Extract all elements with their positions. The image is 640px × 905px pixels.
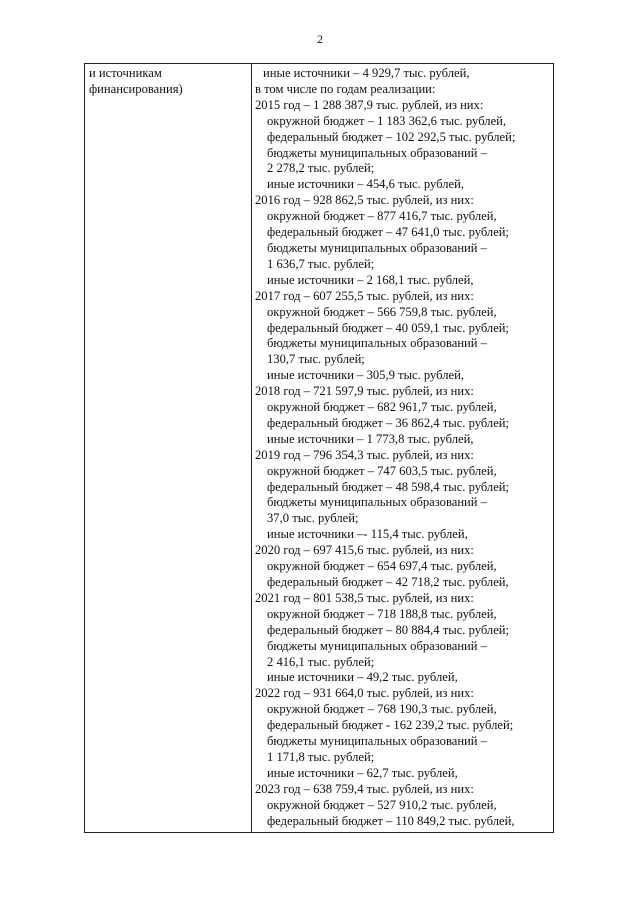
left-cell-line: финансирования)	[89, 81, 183, 96]
budget-line: иные источники –- 115,4 тыс. рублей,	[267, 527, 468, 542]
financing-table	[84, 63, 554, 833]
budget-line: федеральный бюджет – 80 884,4 тыс. рублей;	[267, 622, 510, 637]
budget-line: иные источники – 2 168,1 тыс. рублей,	[267, 272, 474, 287]
budget-line: бюджеты муниципальных образований –	[267, 495, 487, 510]
budget-line: федеральный бюджет – 110 849,2 тыс. рублей,	[267, 813, 515, 828]
budget-line: бюджеты муниципальных образований –	[267, 734, 487, 749]
budget-line: федеральный бюджет – 102 292,5 тыс. рублей;	[267, 129, 516, 144]
year-total-line: в том числе по годам реализации:	[255, 81, 436, 96]
budget-line: окружной бюджет – 718 188,8 тыс. рублей,	[267, 606, 497, 621]
table-left-cell	[89, 66, 247, 98]
budget-line: иные источники – 454,6 тыс. рублей,	[267, 177, 465, 192]
budget-line: 1 636,7 тыс. рублей;	[267, 256, 375, 271]
column-divider	[251, 64, 252, 832]
budget-line: окружной бюджет – 768 190,3 тыс. рублей,	[267, 702, 497, 717]
year-total-line: 2023 год – 638 759,4 тыс. рублей, из них:	[255, 781, 474, 796]
budget-line: иные источники – 62,7 тыс. рублей,	[267, 765, 458, 780]
budget-line: федеральный бюджет – 36 862,4 тыс. рублей;	[267, 415, 510, 430]
budget-line: 2 278,2 тыс. рублей;	[267, 161, 375, 176]
budget-line: федеральный бюджет – 47 641,0 тыс. рублей;	[267, 225, 510, 240]
year-total-line: 2017 год – 607 255,5 тыс. рублей, из них:	[255, 288, 474, 303]
budget-line: окружной бюджет – 566 759,8 тыс. рублей,	[267, 304, 497, 319]
left-cell-line: и источникам	[89, 66, 162, 80]
budget-line: иные источники – 4 929,7 тыс. рублей,	[263, 66, 470, 80]
budget-line: окружной бюджет – 654 697,4 тыс. рублей,	[267, 559, 497, 574]
year-total-line: 2015 год – 1 288 387,9 тыс. рублей, из них:	[255, 97, 484, 112]
table-right-cell	[255, 66, 551, 830]
budget-line: федеральный бюджет - 162 239,2 тыс. рублей;	[267, 718, 514, 733]
budget-line: окружной бюджет – 747 603,5 тыс. рублей,	[267, 463, 497, 478]
budget-line: окружной бюджет – 877 416,7 тыс. рублей,	[267, 209, 497, 224]
budget-line: 2 416,1 тыс. рублей;	[267, 654, 375, 669]
budget-line: иные источники – 49,2 тыс. рублей,	[267, 670, 458, 685]
budget-line: окружной бюджет – 682 961,7 тыс. рублей,	[267, 400, 497, 415]
budget-line: 37,0 тыс. рублей;	[267, 511, 359, 526]
budget-line: федеральный бюджет – 42 718,2 тыс. рублей,	[267, 575, 509, 589]
budget-line: федеральный бюджет – 40 059,1 тыс. рублей;	[267, 320, 510, 335]
year-total-line: 2018 год – 721 597,9 тыс. рублей, из них:	[255, 384, 474, 399]
budget-line: бюджеты муниципальных образований –	[267, 145, 487, 160]
budget-line: 130,7 тыс. рублей;	[267, 352, 365, 367]
budget-line: окружной бюджет – 1 183 362,6 тыс. рублей,	[267, 113, 507, 128]
budget-line: иные источники – 1 773,8 тыс. рублей,	[267, 431, 474, 446]
budget-line: бюджеты муниципальных образований –	[267, 336, 487, 351]
year-total-line: 2022 год – 931 664,0 тыс. рублей, из них:	[255, 686, 474, 701]
year-total-line: 2019 год – 796 354,3 тыс. рублей, из них:	[255, 447, 474, 462]
year-total-line: 2020 год – 697 415,6 тыс. рублей, из них:	[255, 543, 474, 558]
page-number: 2	[317, 32, 323, 46]
budget-line: окружной бюджет – 527 910,2 тыс. рублей,	[267, 797, 497, 812]
budget-line: бюджеты муниципальных образований –	[267, 240, 487, 255]
budget-line: федеральный бюджет – 48 598,4 тыс. рублей;	[267, 479, 510, 494]
year-total-line: 2016 год – 928 862,5 тыс. рублей, из них:	[255, 193, 474, 208]
budget-line: бюджеты муниципальных образований –	[267, 638, 487, 653]
year-total-line: 2021 год – 801 538,5 тыс. рублей, из них:	[255, 590, 474, 605]
budget-line: иные источники – 305,9 тыс. рублей,	[267, 368, 465, 383]
budget-line: 1 171,8 тыс. рублей;	[267, 749, 375, 764]
